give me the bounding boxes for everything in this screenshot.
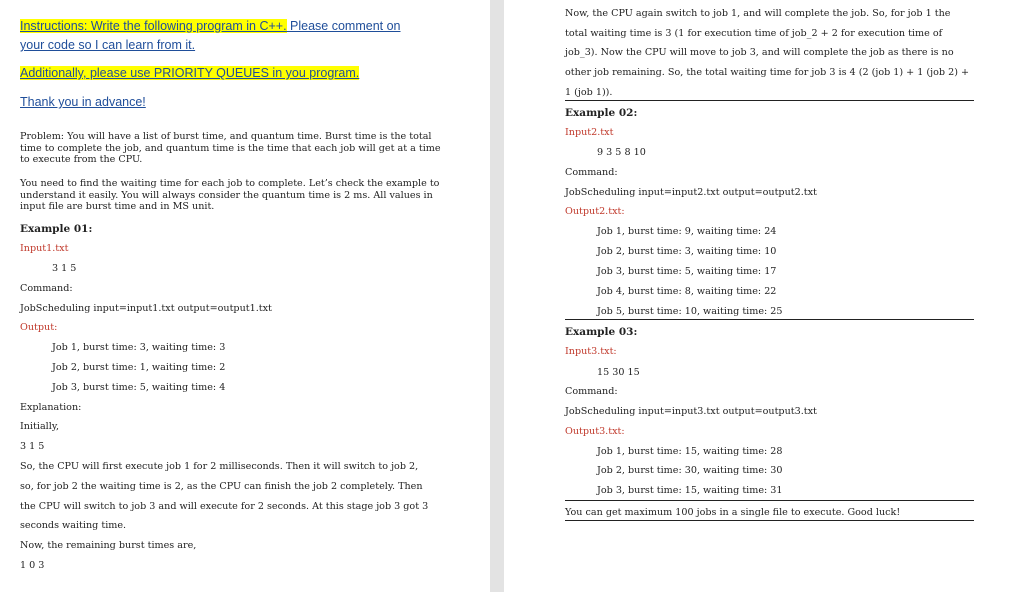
initial-values: 3 1 5	[20, 441, 45, 452]
example3-command-label: Command:	[565, 386, 618, 397]
example1-output-label: Output:	[20, 322, 58, 333]
closing-note: You can get maximum 100 jobs in a single file to execute. Good luck!	[565, 507, 901, 518]
example2-output-line: Job 1, burst time: 9, waiting time: 24	[597, 226, 777, 237]
instructions-line-2: your code so I can learn from it.	[20, 38, 196, 52]
explanation-line: so, for job 2 the waiting time is 2, as the CPU can finish the job 2 completely. Then	[20, 481, 423, 492]
continuation-line: job_3). Now the CPU will move to job 3, and will complete the job as there is no	[565, 47, 954, 58]
priority-queue-note: Additionally, please use PRIORITY QUEUES in you program.	[20, 66, 360, 80]
continuation-line: 1 (job 1)).	[565, 87, 613, 98]
problem-paragraph: Problem: You will have a list of burst time, and quantum time. Burst time is the total time to complete the job, and quantum time is the time that each job will get at a time to execute from the CPU.	[20, 131, 441, 166]
example3-command: JobScheduling input=input3.txt output=output3.txt	[565, 406, 817, 417]
example2-output-line: Job 3, burst time: 5, waiting time: 17	[597, 266, 777, 277]
example3-output-line: Job 3, burst time: 15, waiting time: 31	[597, 485, 783, 496]
example1-command-label: Command:	[20, 283, 73, 294]
example2-output-line: Job 5, burst time: 10, waiting time: 25	[597, 306, 783, 317]
explanation-line: So, the CPU will first execute job 1 for 2 milliseconds. Then it will switch to job 2,	[20, 461, 419, 472]
example1-command: JobScheduling input=input1.txt output=output1.txt	[20, 303, 272, 314]
example3-heading: Example 03:	[565, 326, 638, 338]
thanks-note: Thank you in advance!	[20, 95, 146, 109]
left-page	[0, 0, 490, 592]
example1-input-label: Input1.txt	[20, 243, 69, 254]
example2-input-label: Input2.txt	[565, 127, 614, 138]
example3-output-line: Job 1, burst time: 15, waiting time: 28	[597, 446, 783, 457]
page-gutter	[490, 0, 504, 592]
example2-command-label: Command:	[565, 167, 618, 178]
instructions-highlight: Instructions: Write the following program in C++.	[20, 19, 287, 33]
example3-input-values: 15 30 15	[597, 367, 640, 378]
example2-output-line: Job 2, burst time: 3, waiting time: 10	[597, 246, 777, 257]
need-paragraph: You need to find the waiting time for each job to complete. Let’s check the example to understand it easily. You will always consider the quantum time is 2 ms. All values in input file are burst time and in MS unit.	[20, 178, 440, 213]
example3-output-label: Output3.txt:	[565, 426, 625, 437]
horizontal-rule	[565, 500, 974, 501]
example1-output-line: Job 3, burst time: 5, waiting time: 4	[52, 382, 226, 393]
continuation-line: total waiting time is 3 (1 for execution time of job_2 + 2 for execution time of	[565, 28, 943, 39]
explanation-line: seconds waiting time.	[20, 520, 127, 531]
continuation-line: other job remaining. So, the total waiting time for job 3 is 4 (2 (job 1) + 1 (job 2) +	[565, 67, 970, 78]
instructions-line-1	[20, 19, 401, 33]
example2-command: JobScheduling input=input2.txt output=output2.txt	[565, 187, 817, 198]
continuation-line: Now, the CPU again switch to job 1, and will complete the job. So, for job 1 the	[565, 8, 951, 19]
explanation-line: Now, the remaining burst times are,	[20, 540, 197, 551]
example3-input-label: Input3.txt:	[565, 346, 617, 357]
example2-output-label: Output2.txt:	[565, 206, 625, 217]
example2-input-values: 9 3 5 8 10	[597, 147, 646, 158]
example1-heading: Example 01:	[20, 223, 93, 235]
remaining-values: 1 0 3	[20, 560, 45, 571]
explanation-label: Explanation:	[20, 402, 82, 413]
horizontal-rule	[565, 520, 974, 521]
explanation-line: the CPU will switch to job 3 and will execute for 2 seconds. At this stage job 3 got 3	[20, 501, 429, 512]
horizontal-rule	[565, 100, 974, 101]
instructions-comment-text: Please comment on	[286, 19, 401, 33]
right-page	[504, 0, 1024, 592]
example1-input-values: 3 1 5	[52, 263, 77, 274]
example2-heading: Example 02:	[565, 107, 638, 119]
horizontal-rule	[565, 319, 974, 320]
example1-output-line: Job 2, burst time: 1, waiting time: 2	[52, 362, 226, 373]
initially-label: Initially,	[20, 421, 60, 432]
example3-output-line: Job 2, burst time: 30, waiting time: 30	[597, 465, 783, 476]
example1-output-line: Job 1, burst time: 3, waiting time: 3	[52, 342, 226, 353]
example2-output-line: Job 4, burst time: 8, waiting time: 22	[597, 286, 777, 297]
